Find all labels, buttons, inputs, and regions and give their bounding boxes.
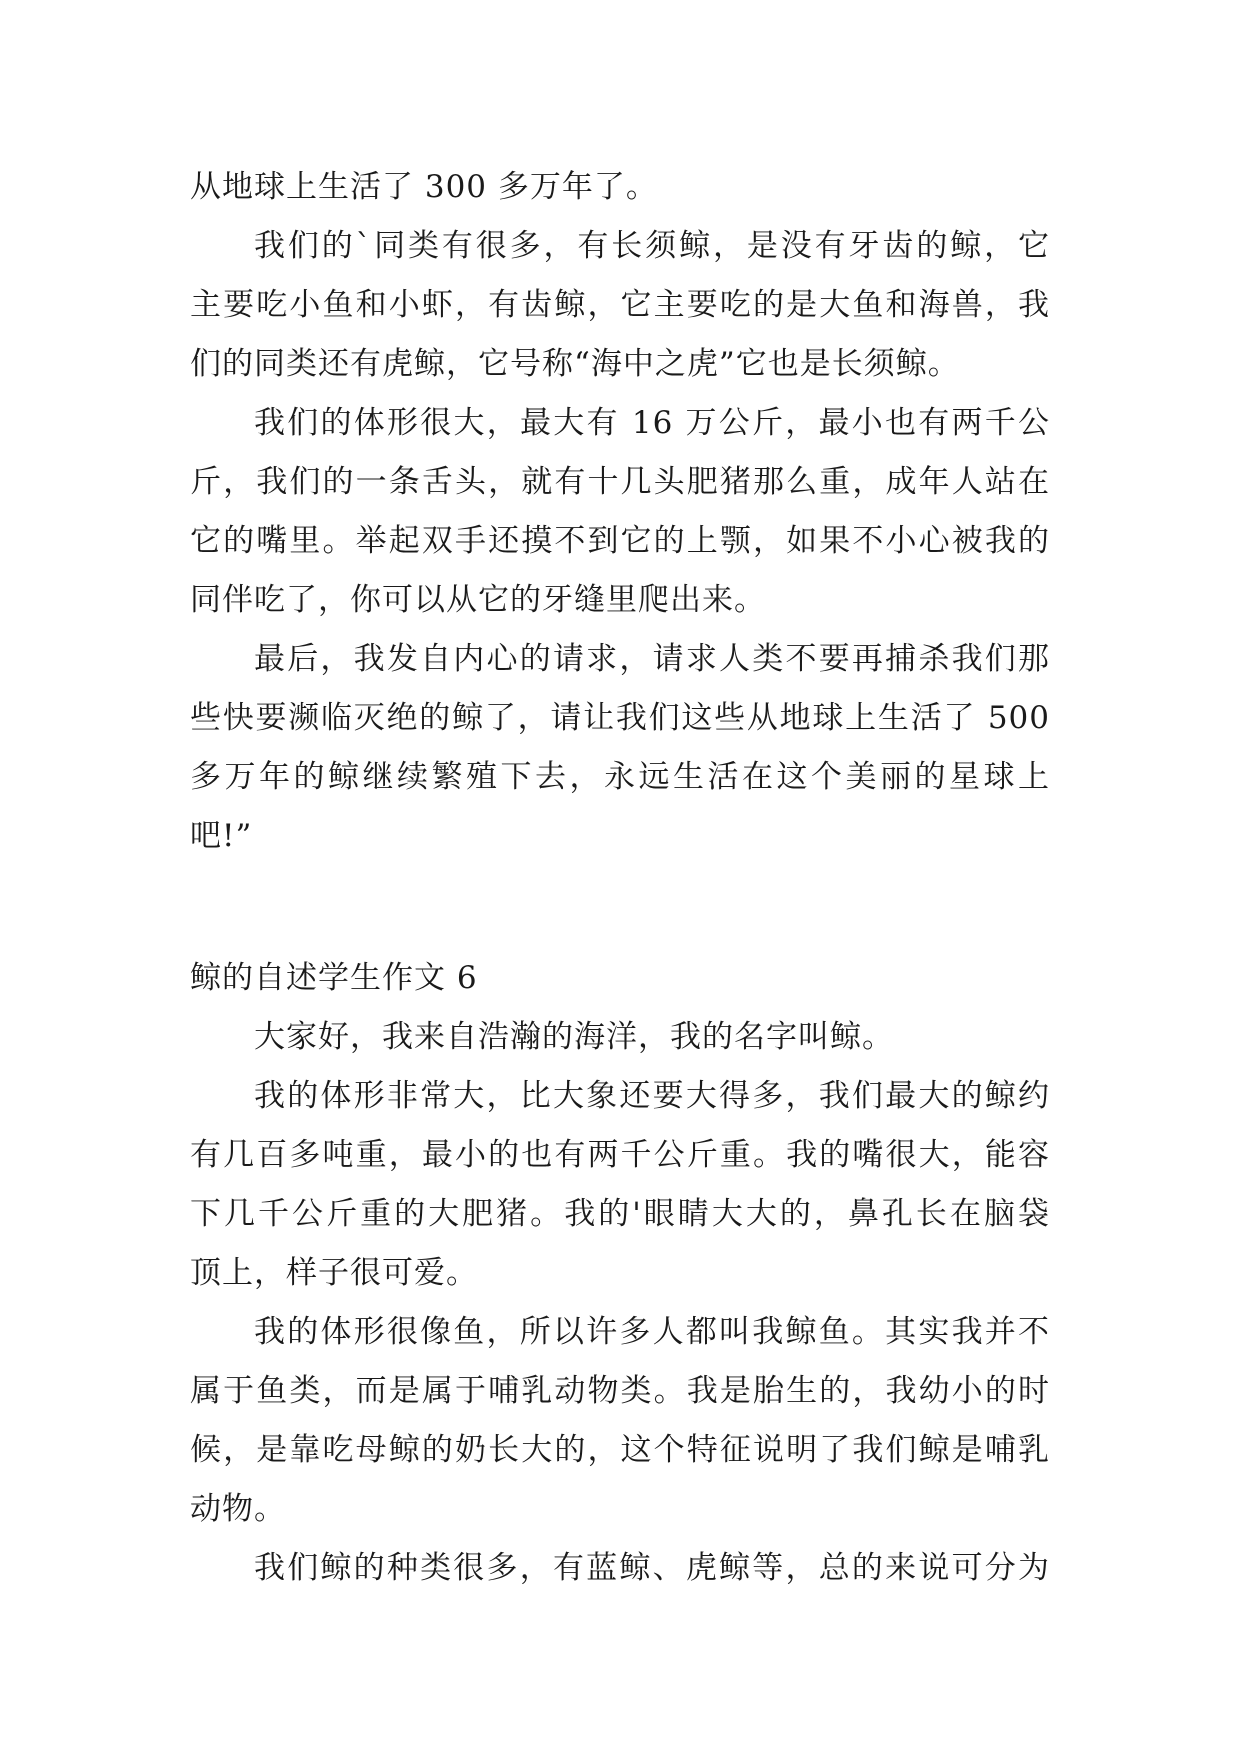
paragraph-line: 我的体形非常大，比大象还要大得多，我们最大的鲸约 [254, 1078, 1050, 1114]
paragraph-line: 些快要濒临灭绝的鲸了，请让我们这些从地球上生活了 500 [190, 700, 1050, 736]
paragraph-line: 主要吃小鱼和小虾，有齿鲸，它主要吃的是大鱼和海兽，我 [190, 287, 1050, 323]
paragraph-line: 我们的体形很大，最大有 16 万公斤，最小也有两千公 [254, 405, 1050, 441]
paragraph-line: 我的体形很像鱼，所以许多人都叫我鲸鱼。其实我并不 [254, 1314, 1050, 1350]
paragraph-line: 斤，我们的一条舌头，就有十几头肥猪那么重，成年人站在 [190, 464, 1050, 500]
paragraph-line: 它的嘴里。举起双手还摸不到它的上颚，如果不小心被我的 [190, 523, 1050, 559]
paragraph-line: 最后，我发自内心的请求，请求人类不要再捕杀我们那 [254, 641, 1050, 677]
paragraph-line: 下几千公斤重的大肥猪。我的'眼睛大大的，鼻孔长在脑袋 [190, 1196, 1050, 1232]
section-gap [190, 866, 1050, 948]
paragraph-line: 多万年的鲸继续繁殖下去，永远生活在这个美丽的星球上 [190, 759, 1050, 795]
paragraph-line: 我们的`同类有很多，有长须鲸，是没有牙齿的鲸，它 [254, 228, 1050, 264]
paragraph-line: 顶上，样子很可爱。 [190, 1255, 478, 1291]
paragraph-line: 属于鱼类，而是属于哺乳动物类。我是胎生的，我幼小的时 [190, 1373, 1050, 1409]
paragraph-line: 有几百多吨重，最小的也有两千公斤重。我的嘴很大，能容 [190, 1137, 1050, 1173]
paragraph-line: 动物。 [190, 1491, 286, 1527]
paragraph-line: 吧!” [190, 818, 253, 854]
paragraph-line: 同伴吃了，你可以从它的牙缝里爬出来。 [190, 582, 766, 618]
section-heading: 鲸的自述学生作文 6 [190, 960, 478, 996]
paragraph-line: 候，是靠吃母鲸的奶长大的，这个特征说明了我们鲸是哺乳 [190, 1432, 1050, 1468]
paragraph-line: 我们鲸的种类很多，有蓝鲸、虎鲸等，总的来说可分为 [254, 1550, 1050, 1586]
paragraph-line: 从地球上生活了 300 多万年了。 [190, 169, 658, 205]
paragraph-line: 们的同类还有虎鲸，它号称“海中之虎”它也是长须鲸。 [190, 346, 960, 382]
document-body [190, 158, 1050, 1598]
paragraph-line: 大家好，我来自浩瀚的海洋，我的名字叫鲸。 [254, 1019, 894, 1055]
